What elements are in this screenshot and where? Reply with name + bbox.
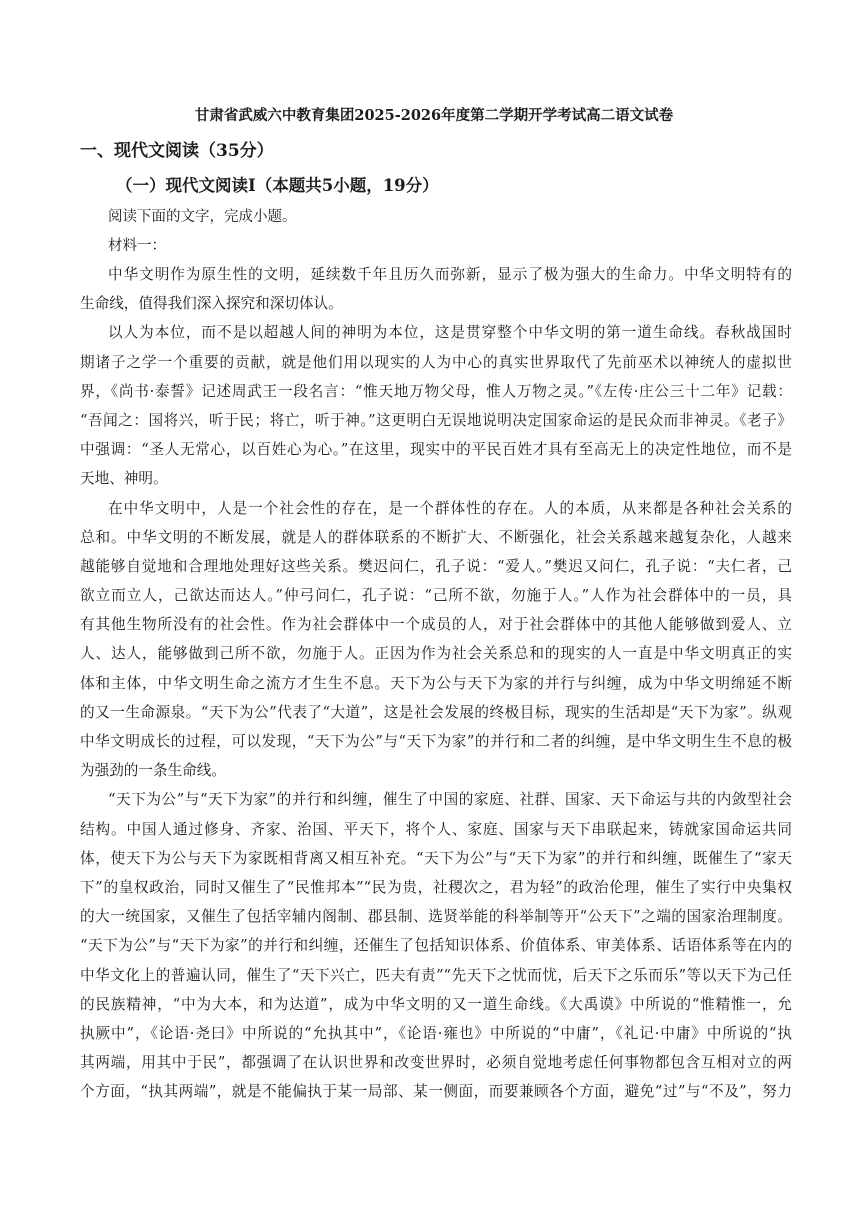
passage-line: 结构。中国人通过修身、齐家、治国、平天下，将个人、家庭、国家与天下串联起来，铸就家国命运共同 [80, 820, 792, 838]
passage-line: 有其他生物所没有的社会性。作为社会群体中一个成员的人，对于社会群体中的其他人能够做到爱人、立 [80, 616, 792, 634]
passage-line: 欲立而立人，己欲达而达人。”仲弓问仁，孔子说：“己所不欲，勿施于人。”人作为社会群体中的一员，具 [80, 587, 792, 605]
passage-line: 越能够自觉地和合理地处理好这些关系。樊迟问仁，孔子说：“爱人。”樊迟又问仁，孔子说：“夫仁者，己 [80, 557, 792, 575]
passage-line: 生命线，值得我们深入探究和深切体认。 [80, 295, 343, 313]
passage-line: 的又一生命源泉。“天下为公”代表了“大道”，这是社会发展的终极目标，现实的生活却是“天下为家”。纵观 [80, 703, 792, 721]
passage-line: 总和。中华文明的不断发展，就是人的群体联系的不断扩大、不断强化，社会关系越来越复杂化，人越来 [80, 528, 792, 546]
instruction-text: 阅读下面的文字，完成小题。 [108, 209, 297, 225]
passage-line: 下”的皇权政治，同时又催生了“民惟邦本”“民为贵，社稷次之，君为轻”的政治伦理，催生了实行中央集权 [80, 878, 792, 896]
passage-line: 期诸子之学一个重要的贡献，就是他们用以现实的人为中心的真实世界取代了先前巫术以神统人的虚拟世 [80, 353, 792, 371]
passage-line: 人、达人，能够做到己所不欲，勿施于人。正因为作为社会关系总和的现实的人一直是中华文明真正的实 [80, 645, 792, 663]
passage-line: 中华文明作为原生性的文明，延续数千年且历久而弥新，显示了极为强大的生命力。中华文明特有的 [108, 266, 792, 283]
passage-line: 体和主体，中华文明生命之流方才生生不息。天下为公与天下为家的并行与纠缠，成为中华文明绵延不断 [80, 674, 792, 692]
passage-line: 天地、神明。 [80, 470, 168, 488]
passage-line: 以人为本位，而不是以超越人间的神明为本位，这是贯穿整个中华文明的第一道生命线。春秋战国时 [108, 324, 792, 342]
passage-line: 中华文明成长的过程，可以发现，“天下为公”与“天下为家”的并行和二者的纠缠，是中华文明生生不息的极 [80, 733, 792, 750]
passage-line: 执厥中”，《论语·尧曰》中所说的“允执其中”，《论语·雍也》中所说的“中庸”，《礼记·中庸》中所说的“执 [80, 1024, 792, 1042]
passage-line: 其两端，用其中于民”，都强调了在认识世界和改变世界时，必须自觉地考虑任何事物都包含互相对立的两 [80, 1054, 792, 1072]
passage-line: 的民族精神，“中为大本，和为达道”，成为中华文明的又一道生命线。《大禹谟》中所说的“惟精惟一，允 [80, 995, 792, 1013]
passage-line: 界，《尚书·泰誓》记述周武王一段名言：“惟天地万物父母，惟人万物之灵。”《左传·庄公三十二年》记载： [80, 382, 792, 400]
exam-title: 甘肃省武威六中教育集团2025-2026年度第二学期开学考试高二语文试卷 [194, 107, 674, 124]
sub-section-heading: （一）现代文阅读I（本题共5小题，19分） [116, 176, 439, 195]
passage-line: 中华文化上的普遍认同，催生了“天下兴亡，匹夫有责”“先天下之忧而忧，后天下之乐而乐”等以天下为己任 [80, 966, 792, 984]
passage-line: 体，使天下为公与天下为家既相背离又相互补充。“天下为公”与“天下为家”的并行和纠缠，既催生了“家天 [80, 849, 792, 867]
passage-line: “天下为公”与“天下为家”的并行和纠缠，还催生了包括知识体系、价值体系、审美体系、话语体系等在内的 [80, 937, 792, 955]
material-label: 材料一： [108, 238, 166, 254]
passage-line: “天下为公”与“天下为家”的并行和纠缠，催生了中国的家庭、社群、国家、天下命运与共的内敛型社会 [108, 791, 792, 809]
passage-body [80, 260, 792, 1106]
section-heading: 一、现代文阅读（35分） [80, 141, 274, 161]
passage-line: 在中华文明中，人是一个社会性的存在，是一个群体性的存在。人的本质，从来都是各种社会关系的 [108, 499, 792, 517]
passage-line: 为强劲的一条生命线。 [80, 762, 226, 780]
passage-line: 中强调：“圣人无常心，以百姓心为心。”在这里，现实中的平民百姓才具有至高无上的决定性地位，而不是 [80, 441, 792, 459]
passage-line: 的大一统国家，又催生了包括宰辅内阁制、郡县制、选贤举能的科举制等开“公天下”之端的国家治理制度。 [80, 908, 792, 926]
passage-line: “吾闻之：国将兴，听于民；将亡，听于神。”这更明白无误地说明决定国家命运的是民众而非神灵。《老子》 [80, 411, 792, 429]
passage-line: 个方面，“执其两端”，就是不能偏执于某一局部、某一侧面，而要兼顾各个方面，避免“过”与“不及”，努力 [80, 1083, 792, 1101]
